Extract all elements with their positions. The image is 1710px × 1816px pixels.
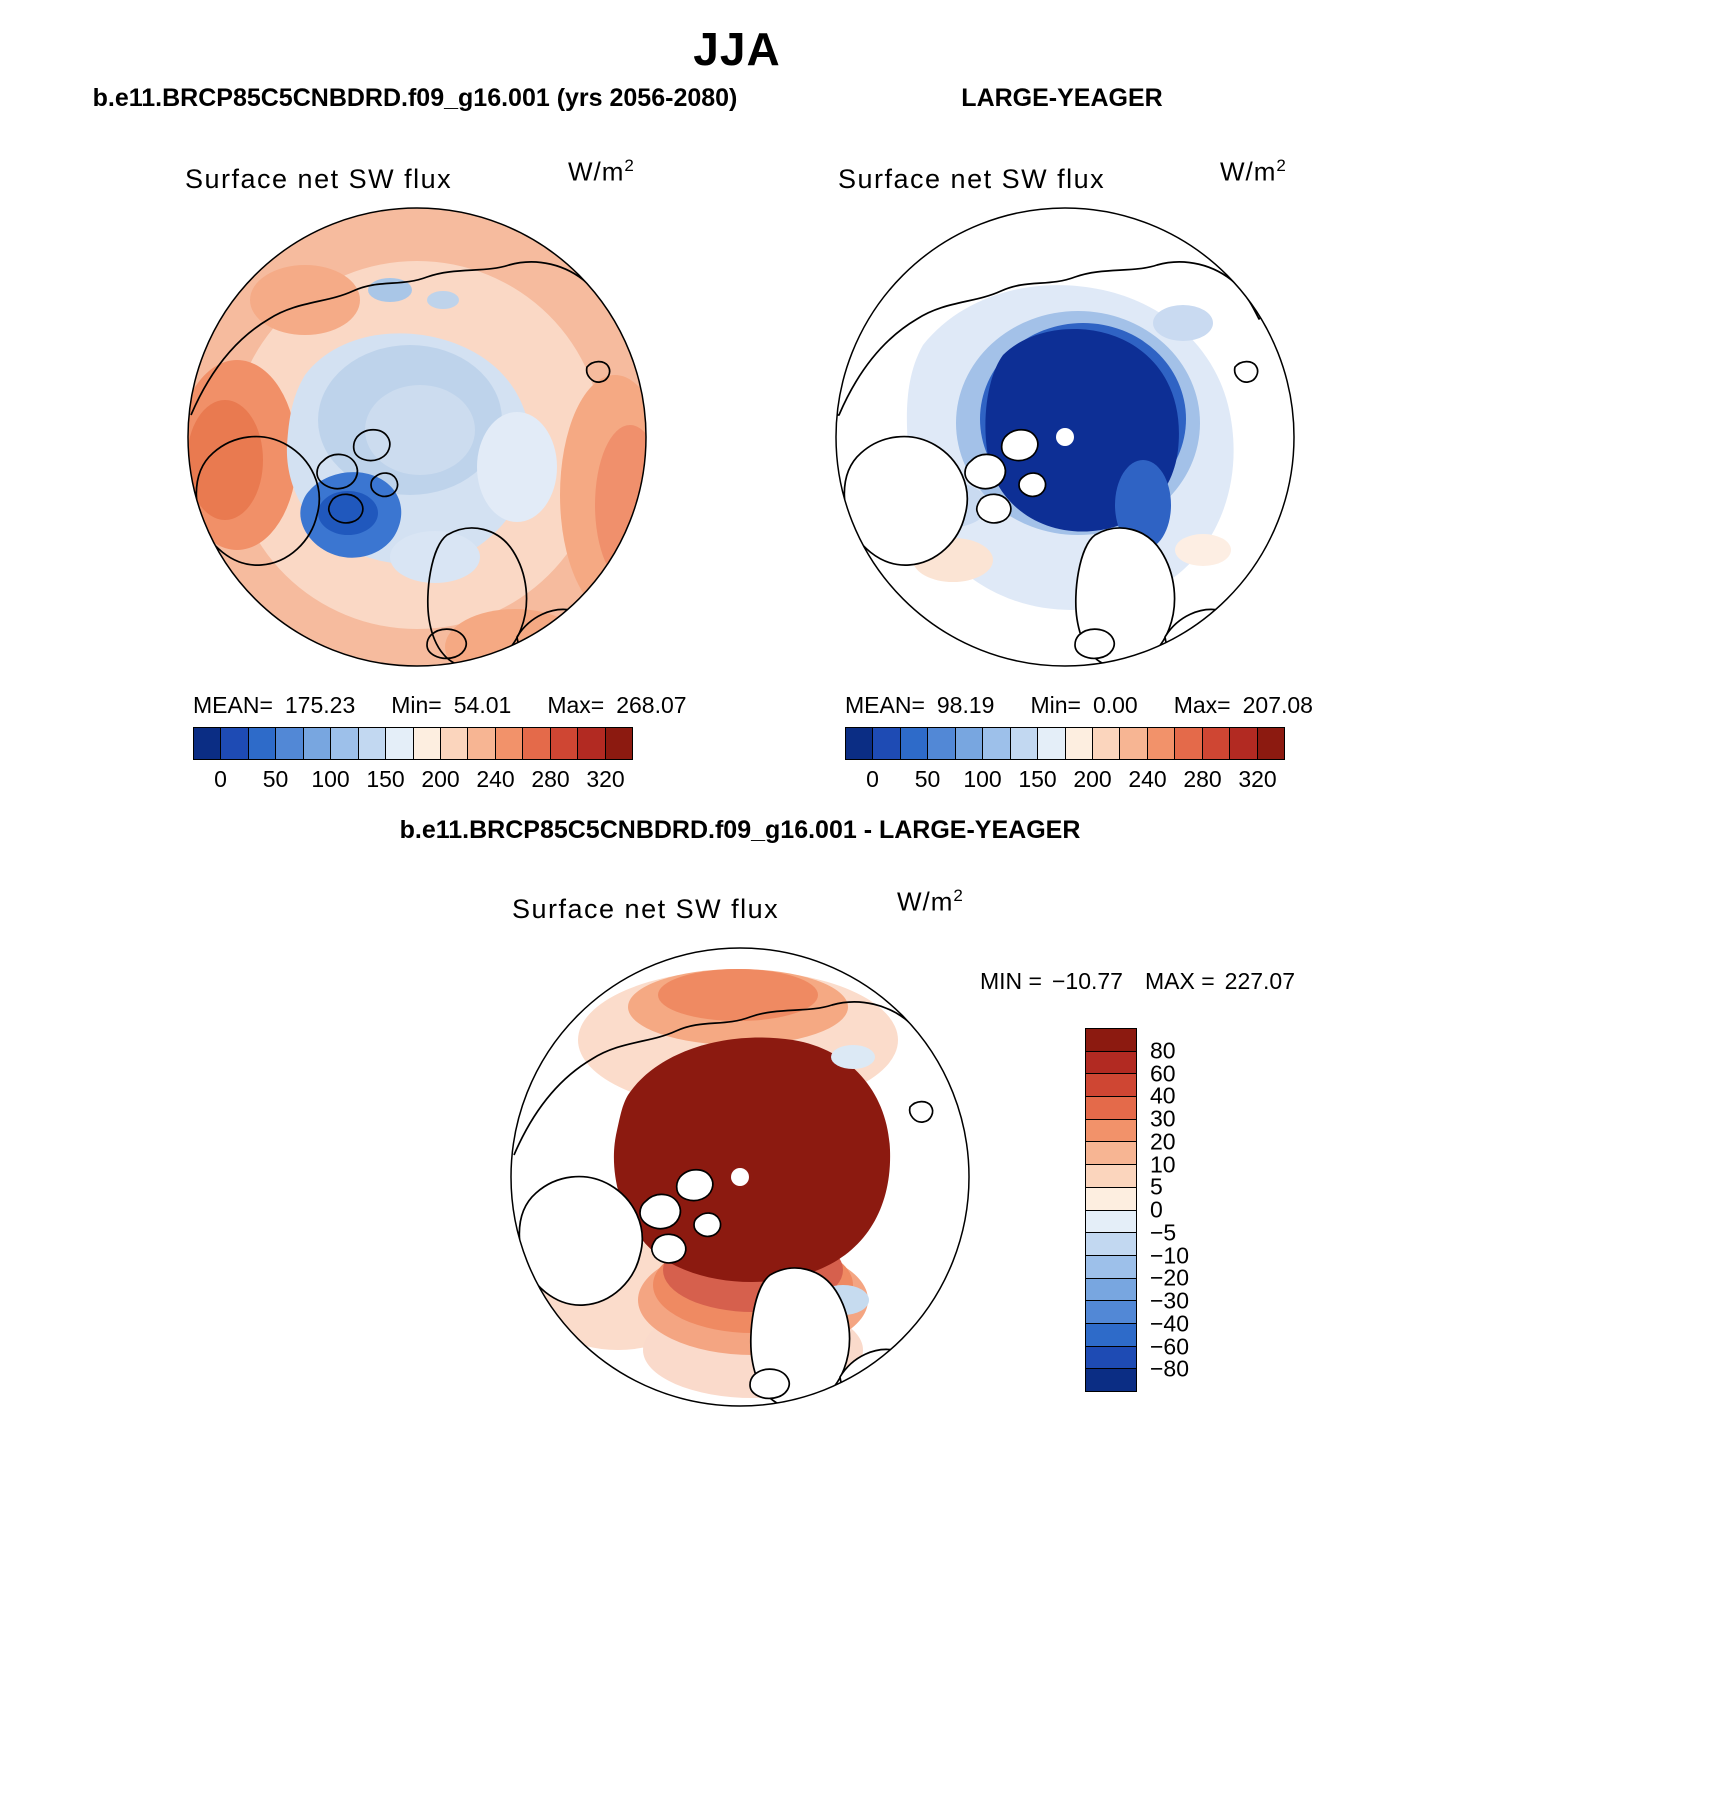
colorbar-tick: −20 (1150, 1264, 1190, 1291)
panel1-heading: b.e11.BRCP85C5CNBDRD.f09_g16.001 (yrs 2056-2080) (92, 84, 738, 112)
colorbar-tick: −30 (1150, 1287, 1190, 1314)
colorbar-segment (1086, 1255, 1136, 1278)
colorbar-tick: 240 (476, 766, 515, 792)
panel3-units (897, 886, 964, 918)
min-label: Min= (1030, 692, 1081, 718)
max-label: Max= (547, 692, 605, 718)
panel3-minmax (980, 968, 1295, 995)
colorbar-segment (605, 728, 632, 759)
colorbar-segment (1086, 1119, 1136, 1142)
colorbar-tick: 150 (366, 766, 405, 792)
colorbar-tick: 0 (866, 766, 879, 792)
colorbar-tick: 100 (311, 766, 350, 792)
colorbar-segment (872, 728, 899, 759)
figure-title: JJA (693, 23, 781, 75)
units-base: W/m (1220, 156, 1277, 187)
colorbar-segment (248, 728, 275, 759)
max-value: 207.08 (1242, 692, 1313, 718)
colorbar-segment (220, 728, 247, 759)
panel2-units (1220, 156, 1287, 188)
colorbar-tick: 50 (262, 766, 289, 792)
colorbar-tick: 320 (586, 766, 625, 792)
panel1-units (568, 156, 635, 188)
colorbar-segment (1086, 1278, 1136, 1301)
colorbar-tick: 320 (1238, 766, 1277, 792)
pole-hole-dot (731, 1168, 749, 1186)
units-exponent: 2 (953, 886, 964, 905)
colorbar-segment (1086, 1096, 1136, 1119)
colorbar-tick: 10 (1150, 1151, 1176, 1177)
colorbar-tick: −60 (1150, 1333, 1190, 1359)
colorbar-segment (358, 728, 385, 759)
colorbar-segment (330, 728, 357, 759)
colorbar-segment (1086, 1323, 1136, 1346)
max-label: MAX = (1144, 968, 1215, 994)
pole-hole-dot (1056, 428, 1074, 446)
colorbar-segment (1086, 1141, 1136, 1164)
colorbar-segment (1086, 1073, 1136, 1096)
colorbar-tick: 0 (1150, 1196, 1163, 1223)
colorbar-segment (1065, 728, 1092, 759)
min-label: MIN = (980, 968, 1042, 994)
colorbar-tick: 60 (1150, 1060, 1176, 1086)
max-value: 227.07 (1224, 968, 1296, 994)
colorbar-segment (982, 728, 1009, 759)
colorbar-segment (577, 728, 604, 759)
colorbar-tick: −40 (1150, 1310, 1190, 1337)
map-model (185, 205, 649, 669)
colorbar-tick: −10 (1150, 1242, 1190, 1268)
units-exponent: 2 (1276, 156, 1287, 175)
colorbar-tick: 40 (1150, 1082, 1176, 1109)
colorbar-segment (1086, 1300, 1136, 1323)
units-base: W/m (568, 156, 625, 187)
panel3-heading: b.e11.BRCP85C5CNBDRD.f09_g16.001 - LARGE-YEAGER (399, 816, 1081, 844)
min-value: 0.00 (1092, 692, 1138, 718)
colorbar-segment (846, 728, 872, 759)
colorbar-segment (495, 728, 522, 759)
colorbar-segment (1229, 728, 1256, 759)
colorbar-tick: 20 (1150, 1128, 1176, 1155)
colorbar-segment (1119, 728, 1146, 759)
colorbar-segment (1086, 1232, 1136, 1255)
colorbar-segment (927, 728, 954, 759)
panel1-colorbar-ticks (193, 766, 633, 794)
colorbar-segment (1037, 728, 1064, 759)
colorbar-segment (1257, 728, 1284, 759)
colorbar-segment (385, 728, 412, 759)
colorbar-segment (303, 728, 330, 759)
colorbar-segment (550, 728, 577, 759)
panel1-map-label: Surface net SW flux (185, 164, 453, 194)
colorbar-segment (1086, 1029, 1136, 1051)
colorbar-segment (1086, 1164, 1136, 1187)
colorbar-segment (275, 728, 302, 759)
colorbar-tick: −80 (1150, 1355, 1190, 1382)
colorbar-tick: 50 (914, 766, 941, 792)
panel2-stats (845, 692, 1313, 719)
mean-label: MEAN= (845, 692, 925, 718)
colorbar-segment (1092, 728, 1119, 759)
colorbar-tick: 80 (1150, 1037, 1176, 1064)
max-label: Max= (1173, 692, 1231, 718)
map-obs (833, 205, 1297, 669)
colorbar-tick: 150 (1018, 766, 1057, 792)
colorbar-segment (440, 728, 467, 759)
panel2-heading: LARGE-YEAGER (961, 84, 1163, 112)
panel3-colorbar-ticks (1150, 1028, 1230, 1392)
colorbar-segment (1086, 1210, 1136, 1233)
colorbar-tick: 200 (421, 766, 460, 792)
colorbar-segment (1086, 1368, 1136, 1391)
mean-value: 98.19 (936, 692, 995, 718)
colorbar-segment (413, 728, 440, 759)
panel3-colorbar (1085, 1028, 1137, 1392)
colorbar-segment (194, 728, 220, 759)
colorbar-tick: −5 (1150, 1219, 1177, 1246)
panel1-colorbar (193, 727, 633, 760)
colorbar-tick: 100 (963, 766, 1002, 792)
colorbar-segment (467, 728, 494, 759)
colorbar-tick: 280 (531, 766, 570, 792)
panel2-colorbar-ticks (845, 766, 1285, 794)
mean-value: 175.23 (284, 692, 356, 718)
mean-label: MEAN= (193, 692, 273, 718)
colorbar-segment (522, 728, 549, 759)
colorbar-segment (1147, 728, 1174, 759)
colorbar-segment (955, 728, 982, 759)
map-diff (508, 945, 972, 1409)
panel2-colorbar (845, 727, 1285, 760)
units-exponent: 2 (624, 156, 635, 175)
colorbar-segment (1086, 1187, 1136, 1210)
colorbar-segment (1202, 728, 1229, 759)
colorbar-tick: 200 (1073, 766, 1112, 792)
colorbar-tick: 0 (214, 766, 227, 792)
colorbar-tick: 280 (1183, 766, 1222, 792)
units-base: W/m (897, 886, 954, 917)
colorbar-tick: 240 (1128, 766, 1167, 792)
panel1-stats (193, 692, 687, 719)
colorbar-segment (1010, 728, 1037, 759)
colorbar-segment (1086, 1051, 1136, 1074)
colorbar-tick: 5 (1150, 1173, 1163, 1200)
colorbar-segment (900, 728, 927, 759)
max-value: 268.07 (616, 692, 687, 718)
colorbar-tick: 30 (1150, 1105, 1176, 1132)
panel2-map-label: Surface net SW flux (838, 164, 1106, 194)
panel3-map-label: Surface net SW flux (512, 894, 780, 924)
min-label: Min= (391, 692, 442, 718)
colorbar-segment (1086, 1346, 1136, 1369)
min-value: −10.77 (1051, 968, 1123, 994)
min-value: 54.01 (453, 692, 512, 718)
colorbar-segment (1174, 728, 1201, 759)
